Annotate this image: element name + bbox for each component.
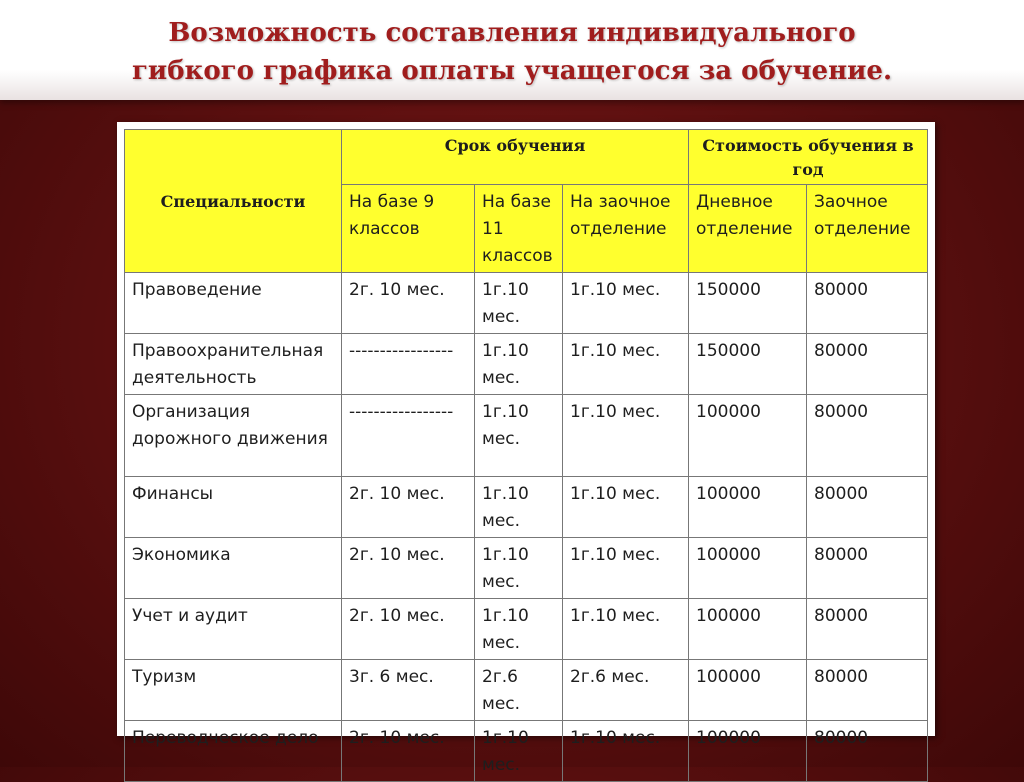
header-day-cost: Дневное отделение (689, 185, 807, 273)
cell-zaoch-cost: 80000 (807, 660, 928, 721)
cell-zaoch-cost: 80000 (807, 273, 928, 334)
cell-zaoch-cost: 80000 (807, 477, 928, 538)
header-term: Срок обучения (342, 130, 689, 185)
cell-zaoch: 1г.10 мес. (563, 538, 689, 599)
cell-base9: 2г. 10 мес. (342, 273, 475, 334)
cell-day-cost: 100000 (689, 538, 807, 599)
cell-base9: 3г. 6 мес. (342, 660, 475, 721)
cell-day-cost: 100000 (689, 599, 807, 660)
cell-base11: 1г.10 мес. (475, 334, 563, 395)
table-row (125, 477, 928, 538)
cell-specialty: Организация дорожного движения (125, 395, 342, 477)
slide-title-line-1: Возможность составления индивидуального (168, 18, 856, 48)
cell-base11: 1г.10 мес. (475, 721, 563, 782)
header-base11: На базе 11 классов (475, 185, 563, 273)
cell-day-cost: 100000 (689, 721, 807, 782)
cell-base11: 1г.10 мес. (475, 273, 563, 334)
cell-base11: 2г.6 мес. (475, 660, 563, 721)
cell-specialty: Финансы (125, 477, 342, 538)
table-row (125, 538, 928, 599)
cell-specialty: Экономика (125, 538, 342, 599)
cell-day-cost: 150000 (689, 273, 807, 334)
cell-base9: ----------------- (342, 395, 475, 477)
table-row (125, 395, 928, 477)
header-zaoch-cost: Заочное отделение (807, 185, 928, 273)
header-zaoch: На заочное отделение (563, 185, 689, 273)
cell-zaoch: 1г.10 мес. (563, 721, 689, 782)
cell-base9: ----------------- (342, 334, 475, 395)
cell-zaoch-cost: 80000 (807, 538, 928, 599)
cell-day-cost: 100000 (689, 477, 807, 538)
cell-specialty: Туризм (125, 660, 342, 721)
cell-specialty: Правоведение (125, 273, 342, 334)
cell-zaoch: 1г.10 мес. (563, 273, 689, 334)
cell-zaoch: 1г.10 мес. (563, 334, 689, 395)
cell-day-cost: 100000 (689, 395, 807, 477)
table-sheet (117, 122, 935, 775)
cell-zaoch: 1г.10 мес. (563, 395, 689, 477)
cell-zaoch-cost: 80000 (807, 395, 928, 477)
cell-specialty: Правоохранительная деятельность (125, 334, 342, 395)
cell-base9: 2г. 10 мес. (342, 599, 475, 660)
slide-title-line-2: гибкого графика оплаты учащегося за обучение. (131, 56, 892, 86)
cell-base9: 2г. 10 мес. (342, 721, 475, 782)
cell-base11: 1г.10 мес. (475, 599, 563, 660)
cell-day-cost: 150000 (689, 334, 807, 395)
cell-specialty: Учет и аудит (125, 599, 342, 660)
header-cost: Стоимость обучения в год (689, 130, 928, 185)
cell-zaoch: 1г.10 мес. (563, 477, 689, 538)
cell-zaoch-cost: 80000 (807, 334, 928, 395)
cell-zaoch: 1г.10 мес. (563, 599, 689, 660)
cell-zaoch-cost: 80000 (807, 599, 928, 660)
table-row (125, 273, 928, 334)
table-row (125, 660, 928, 721)
cell-base11: 1г.10 мес. (475, 538, 563, 599)
cell-day-cost: 100000 (689, 660, 807, 721)
slide-title (0, 14, 1024, 90)
cell-zaoch-cost: 80000 (807, 721, 928, 782)
header-specialty: Специальности (125, 130, 342, 273)
cell-base9: 2г. 10 мес. (342, 538, 475, 599)
table-row (125, 334, 928, 395)
cell-base11: 1г.10 мес. (475, 477, 563, 538)
cell-zaoch: 2г.6 мес. (563, 660, 689, 721)
header-row-1 (125, 130, 928, 185)
cell-specialty: Переводческое дело (125, 721, 342, 782)
header-base9: На базе 9 классов (342, 185, 475, 273)
table-row (125, 721, 928, 782)
cell-base9: 2г. 10 мес. (342, 477, 475, 538)
table-row (125, 599, 928, 660)
cell-base11: 1г.10 мес. (475, 395, 563, 477)
tuition-table (124, 129, 928, 782)
title-band (0, 0, 1024, 100)
